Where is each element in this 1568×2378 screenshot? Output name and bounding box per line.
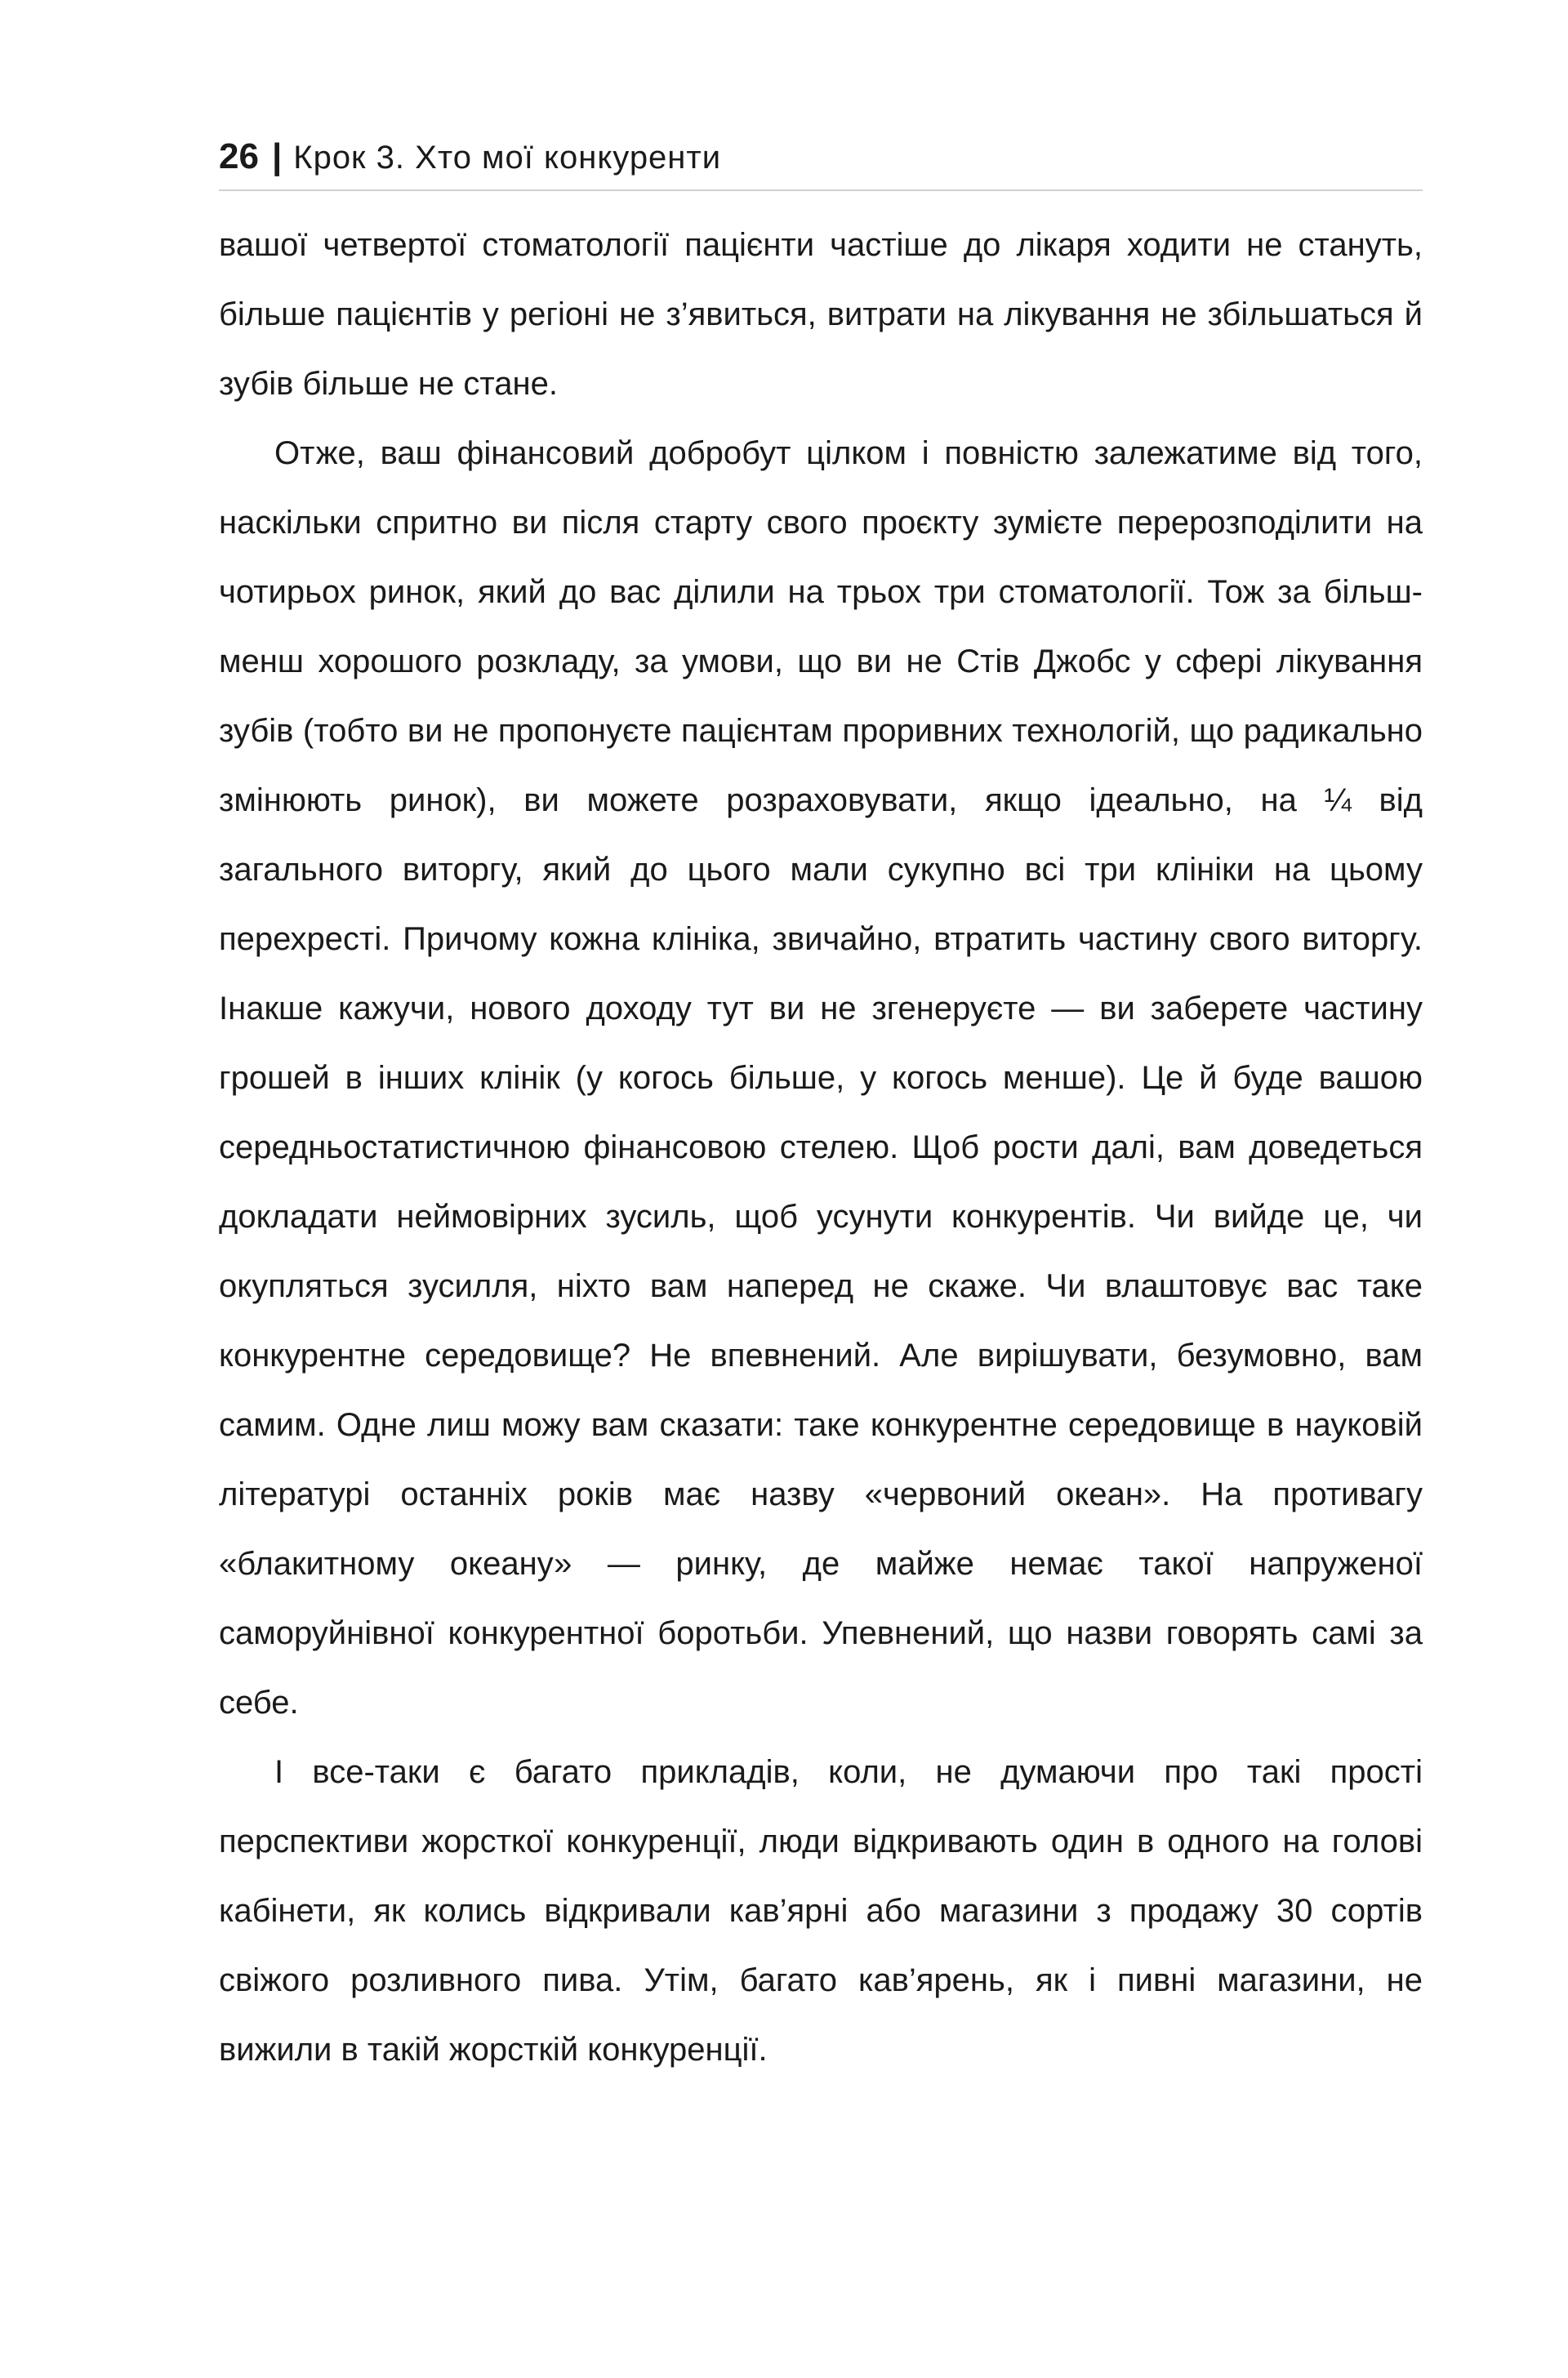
header-separator: | (271, 136, 283, 176)
page-number: 26 (219, 136, 259, 176)
book-page (219, 136, 1423, 2085)
paragraph: Отже, ваш фінансовий добробут цілком і повністю залежатиме від того, наскільки спритно ви після старту свого проєкту зумієте перерозподілити на чотирьох ринок, який до вас ділили на трьох три стоматології. Тож за більш-менш хорошого розкладу, за умови, що ви не Стів Джобс у сфері лікування зубів (тобто ви не пропонуєте пацієнтам проривних технологій, що радикально змінюють ринок), ви можете розраховувати, якщо ідеально, на ¼ від загального виторгу, який до цього мали сукупно всі три клініки на цьому перехресті. Причому кожна клініка, звичайно, втратить частину свого виторгу. Інакше кажучи, нового доходу тут ви не згенеруєте — ви заберете частину грошей в інших клінік (у когось більше, у когось менше). Це й буде вашою середньостатистичною фінансовою стелею. Щоб рости далі, вам доведеться докладати неймовірних зусиль, щоб усунути конкурентів. Чи вийде це, чи окупляться зусилля, ніхто вам наперед не скаже. Чи влаштовує вас таке конкурентне середовище? Не впевнений. Але вирішувати, безумовно, вам самим. Одне лиш можу вам сказати: таке конкурентне середовище в науковій літературі останніх років має назву «червоний океан». На противагу «блакитному океану» — ринку, де майже немає такої напруженої саморуйнівної конкурентної боротьби. Упевнений, що назви говорять самі за себе. (219, 435, 1423, 1721)
paragraph: І все-таки є багато прикладів, коли, не думаючи про такі прості перспективи жорсткої конкуренції, люди відкривають один в одного на голові кабінети, як колись відкривали кав’ярні або магазини з продажу 30 сортів свіжого розливного пива. Утім, багато кав’ярень, як і пивні магазини, не вижили в такій жорсткій конкуренції. (219, 1754, 1423, 2068)
paragraph-continuation: вашої четвертої стоматології пацієнти частіше до лікаря ходити не стануть, більше пацієнтів у регіоні не з’явиться, витрати на лікування не збільшаться й зубів більше не стане. (219, 227, 1423, 402)
running-header (219, 136, 1423, 191)
chapter-title: Крок 3. Хто мої конкуренти (293, 140, 722, 176)
body-text (219, 211, 1423, 2085)
